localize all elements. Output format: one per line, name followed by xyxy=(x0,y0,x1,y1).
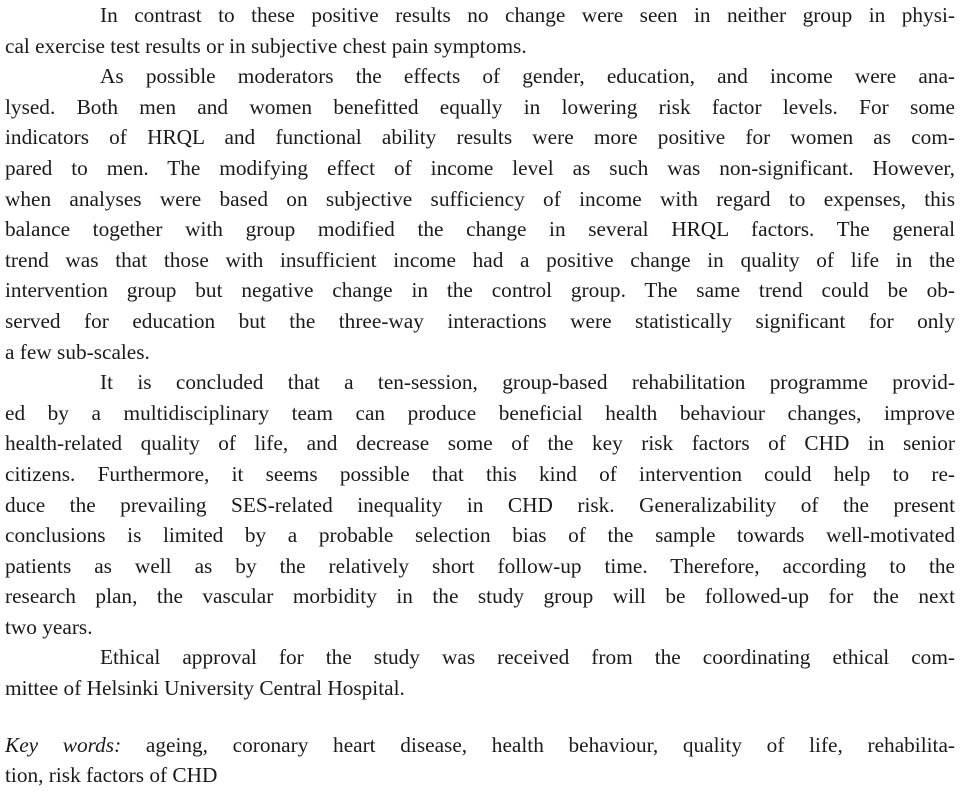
keywords-block xyxy=(5,730,955,791)
text-line: balance together with group modified the change in several HRQL factors. The general xyxy=(5,217,955,242)
text-line: Ethical approval for the study was received from the coordinating ethical com- xyxy=(100,645,955,670)
keywords-line xyxy=(5,730,955,761)
keywords-label: Key words: xyxy=(5,732,122,757)
text-line: trend was that those with insufficient income had a positive change in quality of life in the xyxy=(5,247,955,272)
text-line: conclusions is limited by a probable selection bias of the sample towards well-motivated xyxy=(5,523,955,548)
text-line: citizens. Furthermore, it seems possible that this kind of intervention could help to re- xyxy=(5,461,955,486)
text-line: indicators of HRQL and functional ability results were more positive for women as com- xyxy=(5,125,955,150)
text-line: intervention group but negative change in the control group. The same trend could be ob- xyxy=(5,278,955,303)
text-line: mittee of Helsinki University Central Hospital. xyxy=(5,676,405,701)
text-line: It is concluded that a ten-session, group-based rehabilitation programme provid- xyxy=(100,370,955,395)
text-line: ed by a multidisciplinary team can produce beneficial health behaviour changes, improve xyxy=(5,400,955,425)
text-line: two years. xyxy=(5,614,93,639)
text-line: lysed. Both men and women benefitted equally in lowering risk factor levels. For some xyxy=(5,94,955,119)
keywords-line: tion, risk factors of CHD xyxy=(5,763,218,788)
text-line: cal exercise test results or in subjective chest pain symptoms. xyxy=(5,33,527,58)
text-line: a few sub-scales. xyxy=(5,339,150,364)
document-page xyxy=(5,0,955,791)
paragraph-moderators xyxy=(5,61,955,367)
paragraph-conclusion xyxy=(5,367,955,642)
keywords-text: ageing, coronary heart disease, health behaviour, quality of life, rehabilita- xyxy=(145,732,956,757)
text-line: As possible moderators the effects of gender, education, and income were ana- xyxy=(100,64,955,89)
paragraph-physical-exercise xyxy=(5,0,955,61)
text-line: served for education but the three-way interactions were statistically significant for only xyxy=(5,308,955,333)
text-line: pared to men. The modifying effect of income level as such was non-significant. However, xyxy=(5,155,955,180)
text-line: health-related quality of life, and decrease some of the key risk factors of CHD in senior xyxy=(5,431,955,456)
text-line: when analyses were based on subjective sufficiency of income with regard to expenses, this xyxy=(5,186,955,211)
paragraph-ethical-approval xyxy=(5,642,955,703)
text-line: duce the prevailing SES-related inequality in CHD risk. Generalizability of the present xyxy=(5,492,955,517)
text-line: patients as well as by the relatively short follow-up time. Therefore, according to the xyxy=(5,553,955,578)
text-line: In contrast to these positive results no change were seen in neither group in physi- xyxy=(100,3,955,27)
spacer xyxy=(5,704,955,730)
text-line: research plan, the vascular morbidity in the study group will be followed-up for the next xyxy=(5,584,955,609)
